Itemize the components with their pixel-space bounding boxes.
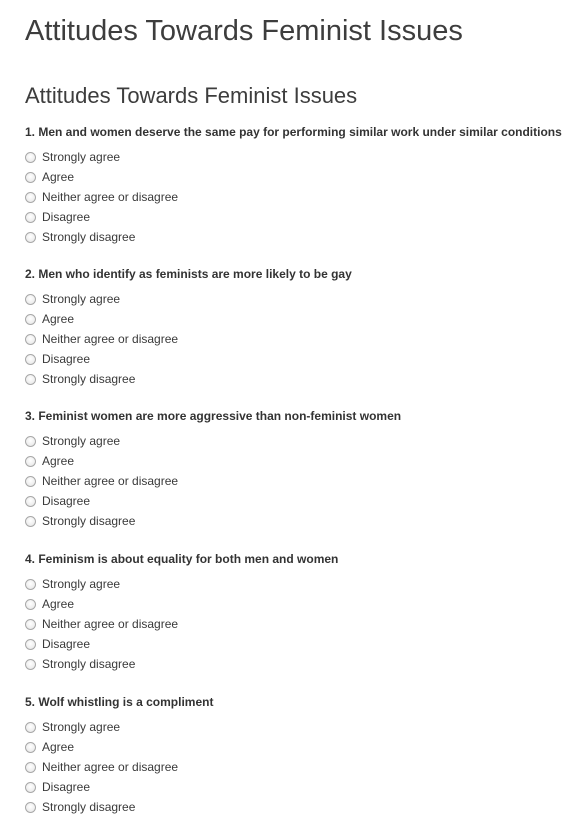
radio-button-icon[interactable] [25,294,36,305]
question-5 [25,694,575,817]
option-label: Neither agree or disagree [42,332,179,346]
q2-option-strongly-agree[interactable] [25,289,575,309]
q1-option-strongly-disagree[interactable] [25,227,575,247]
radio-button-icon[interactable] [25,782,36,793]
survey-title: Attitudes Towards Feminist Issues [25,83,358,108]
q5-option-neither[interactable] [25,757,575,777]
option-label: Agree [42,454,75,468]
q3-option-neither[interactable] [25,471,575,491]
q1-option-strongly-agree[interactable] [25,147,575,167]
option-label: Disagree [42,637,91,651]
question-2 [25,266,575,389]
q2-option-disagree[interactable] [25,349,575,369]
option-label: Strongly disagree [42,657,136,671]
option-label: Strongly agree [42,292,121,306]
radio-button-icon[interactable] [25,516,36,527]
radio-button-icon[interactable] [25,742,36,753]
radio-button-icon[interactable] [25,374,36,385]
option-label: Strongly agree [42,720,121,734]
question-4 [25,551,575,674]
radio-button-icon[interactable] [25,599,36,610]
radio-button-icon[interactable] [25,722,36,733]
option-label: Neither agree or disagree [42,760,179,774]
question-3-text: 3. Feminist women are more aggressive than non-feminist women [25,409,402,423]
question-2-text: 2. Men who identify as feminists are more likely to be gay [25,267,352,281]
option-label: Strongly agree [42,577,121,591]
q4-option-neither[interactable] [25,614,575,634]
option-label: Strongly disagree [42,514,136,528]
question-1 [25,124,575,247]
page-title: Attitudes Towards Feminist Issues [25,15,463,47]
radio-button-icon[interactable] [25,496,36,507]
q5-option-agree[interactable] [25,737,575,757]
q4-option-disagree[interactable] [25,634,575,654]
option-label: Strongly disagree [42,800,136,814]
option-label: Disagree [42,210,91,224]
option-label: Agree [42,597,75,611]
q2-option-neither[interactable] [25,329,575,349]
question-4-text: 4. Feminism is about equality for both men and women [25,552,339,566]
question-3 [25,408,575,531]
option-label: Strongly disagree [42,372,136,386]
question-5-options [25,717,575,817]
option-label: Neither agree or disagree [42,190,179,204]
option-label: Strongly agree [42,434,121,448]
q2-option-agree[interactable] [25,309,575,329]
q1-option-disagree[interactable] [25,207,575,227]
q1-option-neither[interactable] [25,187,575,207]
question-4-options [25,574,575,674]
option-label: Neither agree or disagree [42,474,179,488]
radio-button-icon[interactable] [25,579,36,590]
q5-option-strongly-disagree[interactable] [25,797,575,817]
q4-option-strongly-agree[interactable] [25,574,575,594]
option-label: Neither agree or disagree [42,617,179,631]
question-1-options [25,147,575,247]
q5-option-disagree[interactable] [25,777,575,797]
radio-button-icon[interactable] [25,436,36,447]
radio-button-icon[interactable] [25,476,36,487]
q4-option-strongly-disagree[interactable] [25,654,575,674]
radio-button-icon[interactable] [25,152,36,163]
option-label: Strongly disagree [42,230,136,244]
option-label: Disagree [42,780,91,794]
radio-button-icon[interactable] [25,354,36,365]
option-label: Agree [42,740,75,754]
option-label: Agree [42,312,75,326]
question-5-text: 5. Wolf whistling is a compliment [25,695,214,709]
q3-option-agree[interactable] [25,451,575,471]
q1-option-agree[interactable] [25,167,575,187]
radio-button-icon[interactable] [25,802,36,813]
radio-button-icon[interactable] [25,172,36,183]
q2-option-strongly-disagree[interactable] [25,369,575,389]
radio-button-icon[interactable] [25,212,36,223]
q3-option-strongly-agree[interactable] [25,431,575,451]
radio-button-icon[interactable] [25,192,36,203]
radio-button-icon[interactable] [25,639,36,650]
q3-option-disagree[interactable] [25,491,575,511]
radio-button-icon[interactable] [25,659,36,670]
question-3-options [25,431,575,531]
radio-button-icon[interactable] [25,314,36,325]
radio-button-icon[interactable] [25,232,36,243]
option-label: Agree [42,170,75,184]
question-2-options [25,289,575,389]
radio-button-icon[interactable] [25,456,36,467]
q5-option-strongly-agree[interactable] [25,717,575,737]
radio-button-icon[interactable] [25,334,36,345]
option-label: Disagree [42,352,91,366]
radio-button-icon[interactable] [25,619,36,630]
radio-button-icon[interactable] [25,762,36,773]
q4-option-agree[interactable] [25,594,575,614]
option-label: Strongly agree [42,150,121,164]
question-1-text: 1. Men and women deserve the same pay for performing similar work under similar conditions [25,125,562,139]
option-label: Disagree [42,494,91,508]
q3-option-strongly-disagree[interactable] [25,511,575,531]
